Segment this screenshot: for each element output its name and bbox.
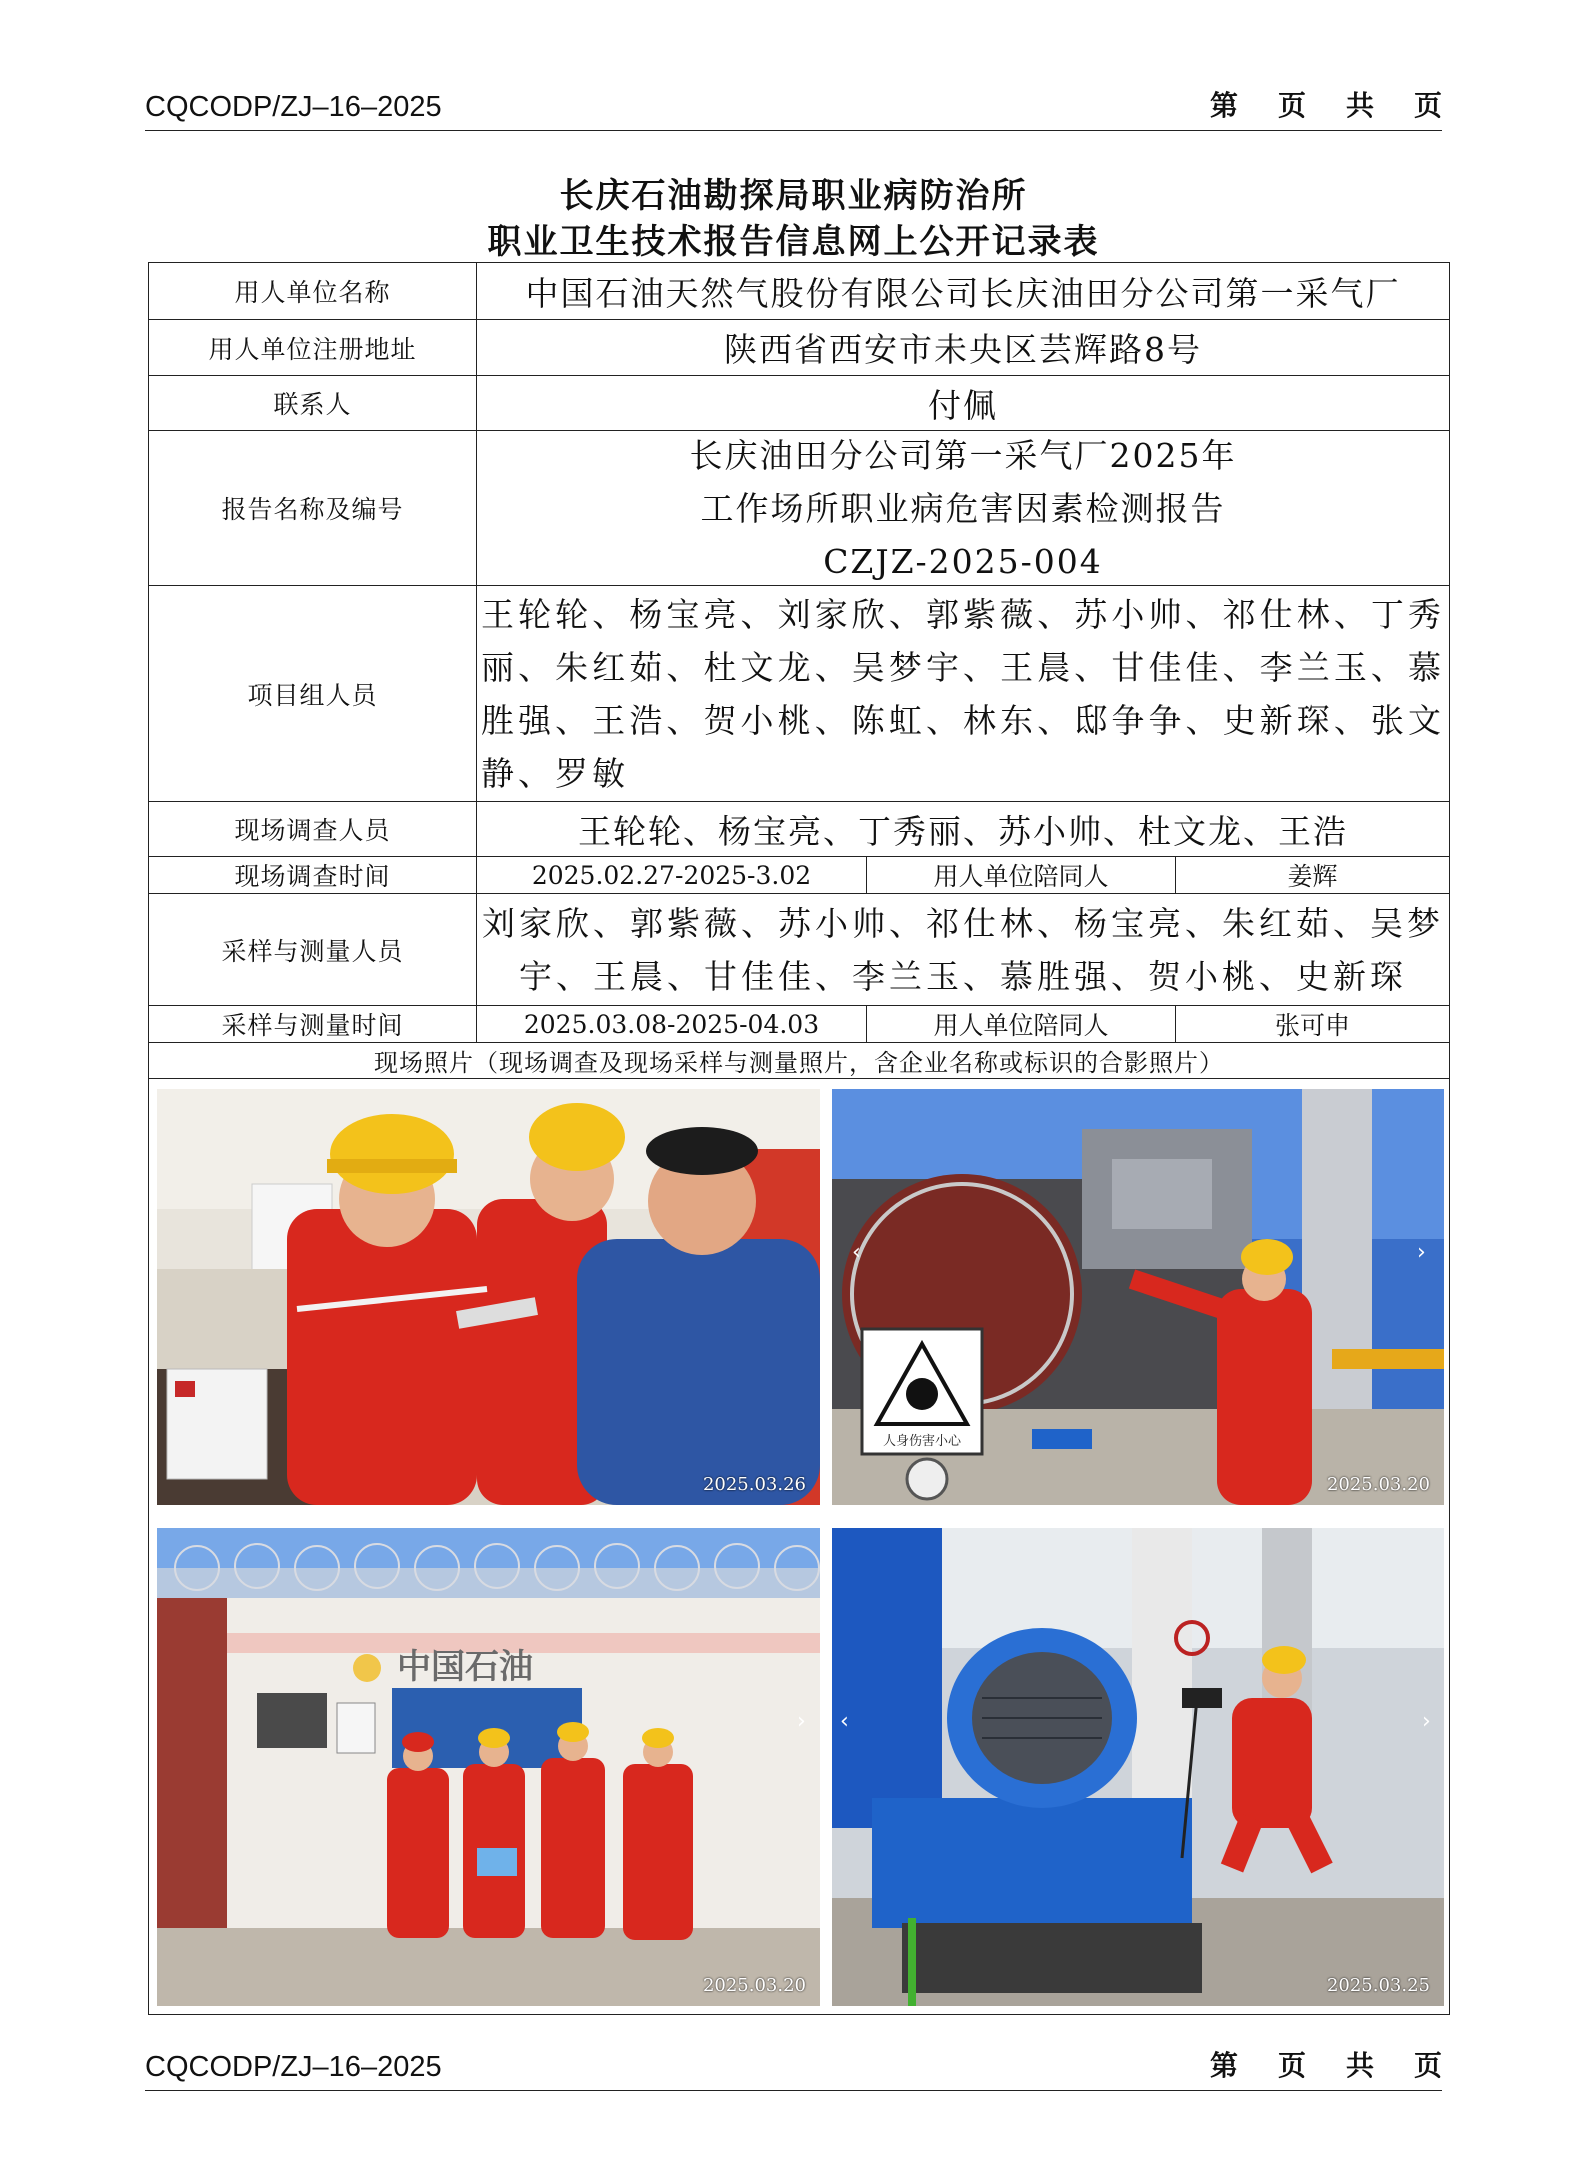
next-arrow-icon-3: ›	[1422, 1709, 1431, 1734]
photo-indoor-inspection	[157, 1089, 820, 1505]
value-employer-address: 陕西省西安市未央区芸辉路8号	[724, 330, 1202, 369]
document-code: CQCODP/ZJ–16–2025	[145, 91, 442, 123]
page-number-labels-footer	[1210, 2044, 1442, 2084]
document-title-line2: 职业卫生技术报告信息网上公开记录表	[487, 222, 1100, 262]
sampling-staff-line1: 刘家欣、郭紫薇、苏小帅、祁仕林、杨宝亮、朱红茹、吴梦	[482, 903, 1444, 943]
label-survey-time: 现场调查时间	[149, 857, 477, 893]
photo-group-image	[157, 1528, 820, 2006]
page-label-di: 第	[1209, 89, 1238, 122]
row-photo-caption	[149, 1043, 1449, 1079]
row-survey-staff	[149, 802, 1449, 857]
prev-arrow-icon-2: ‹	[840, 1709, 849, 1734]
value-survey-escort: 姜辉	[1287, 862, 1338, 891]
photo-group-logo	[157, 1528, 820, 2006]
value-report	[477, 431, 1449, 585]
label-sampling-staff: 采样与测量人员	[149, 894, 477, 1005]
photo-compressor-sampling	[832, 1089, 1444, 1505]
label-survey-staff: 现场调查人员	[149, 802, 477, 856]
row-employer-address	[149, 320, 1449, 376]
photo-date-2: 2025.03.20	[1326, 1474, 1430, 1495]
value-project-team: 王轮轮、杨宝亮、刘家欣、郭紫薇、苏小帅、祁仕林、丁秀丽、朱红茹、杜文龙、吴梦宇、王晨、甘佳佳、李兰玉、慕胜强、王浩、贺小桃、陈虹、林东、邸争争、史新琛、张文静、罗敏	[481, 595, 1445, 793]
page-label-gong: 共	[1345, 89, 1374, 122]
photo-pump-image	[832, 1528, 1444, 2006]
row-project-team	[149, 586, 1449, 802]
photo-compressor-image	[832, 1089, 1444, 1505]
footer-label-ye2: 页	[1413, 2049, 1442, 2082]
sampling-staff-line2: 宇、王晨、甘佳佳、李兰玉、慕胜强、贺小桃、史新琛	[519, 956, 1407, 996]
label-contact: 联系人	[149, 376, 477, 430]
label-employer-address: 用人单位注册地址	[149, 320, 477, 375]
value-survey-time: 2025.02.27-2025-3.02	[477, 857, 867, 893]
value-sampling-time: 2025.03.08-2025-04.03	[477, 1006, 867, 1042]
footer-label-di: 第	[1209, 2049, 1238, 2082]
value-survey-staff: 王轮轮、杨宝亮、丁秀丽、苏小帅、杜文龙、王浩	[578, 811, 1348, 851]
document-code-footer: CQCODP/ZJ–16–2025	[145, 2051, 442, 2083]
row-contact	[149, 376, 1449, 431]
record-table	[148, 262, 1450, 2015]
footer-label-ye: 页	[1277, 2049, 1306, 2082]
value-sampling-staff	[477, 894, 1449, 1005]
value-contact: 付佩	[928, 385, 998, 425]
photo-caption: 现场照片（现场调查及现场采样与测量照片，含企业名称或标识的合影照片）	[374, 1049, 1224, 1077]
photo-date-3: 2025.03.20	[702, 1975, 806, 1996]
label-survey-escort: 用人单位陪同人	[867, 857, 1176, 893]
sign-text: 人身伤害小心	[882, 1434, 962, 1449]
document-title-line1: 长庆石油勘探局职业病防治所	[559, 176, 1028, 216]
footer-label-gong: 共	[1345, 2049, 1374, 2082]
label-report: 报告名称及编号	[149, 431, 477, 585]
prev-arrow-icon: ‹	[852, 1240, 861, 1265]
report-number: CZJZ-2025-004	[823, 541, 1103, 581]
label-project-team: 项目组人员	[149, 586, 477, 801]
label-sampling-time: 采样与测量时间	[149, 1006, 477, 1042]
page-number-labels	[1210, 84, 1442, 124]
page-footer	[145, 2040, 1442, 2091]
page-label-ye2: 页	[1413, 89, 1442, 122]
label-sampling-escort: 用人单位陪同人	[867, 1006, 1176, 1042]
row-sampling-staff	[149, 894, 1449, 1006]
row-sampling-time	[149, 1006, 1449, 1043]
row-report	[149, 431, 1449, 586]
page-header	[145, 80, 1442, 131]
value-sampling-escort: 张可申	[1274, 1011, 1350, 1040]
report-name-line1: 长庆油田分公司第一采气厂2025年	[689, 435, 1237, 475]
value-employer-name: 中国石油天然气股份有限公司长庆油田分公司第一采气厂	[525, 273, 1401, 313]
label-employer-name: 用人单位名称	[149, 263, 477, 319]
next-arrow-icon: ›	[1417, 1240, 1426, 1265]
photo-date-1: 2025.03.26	[702, 1474, 806, 1495]
page-label-ye: 页	[1277, 89, 1306, 122]
row-employer-name	[149, 263, 1449, 320]
row-survey-time	[149, 857, 1449, 894]
logo-text: 中国石油	[397, 1647, 533, 1687]
photo-pump-measurement	[832, 1528, 1444, 2006]
photo-indoor-inspection-image	[157, 1089, 820, 1505]
report-name-line2: 工作场所职业病危害因素检测报告	[700, 488, 1226, 528]
next-arrow-icon-2: ›	[797, 1709, 806, 1734]
photo-date-4: 2025.03.25	[1326, 1975, 1430, 1996]
